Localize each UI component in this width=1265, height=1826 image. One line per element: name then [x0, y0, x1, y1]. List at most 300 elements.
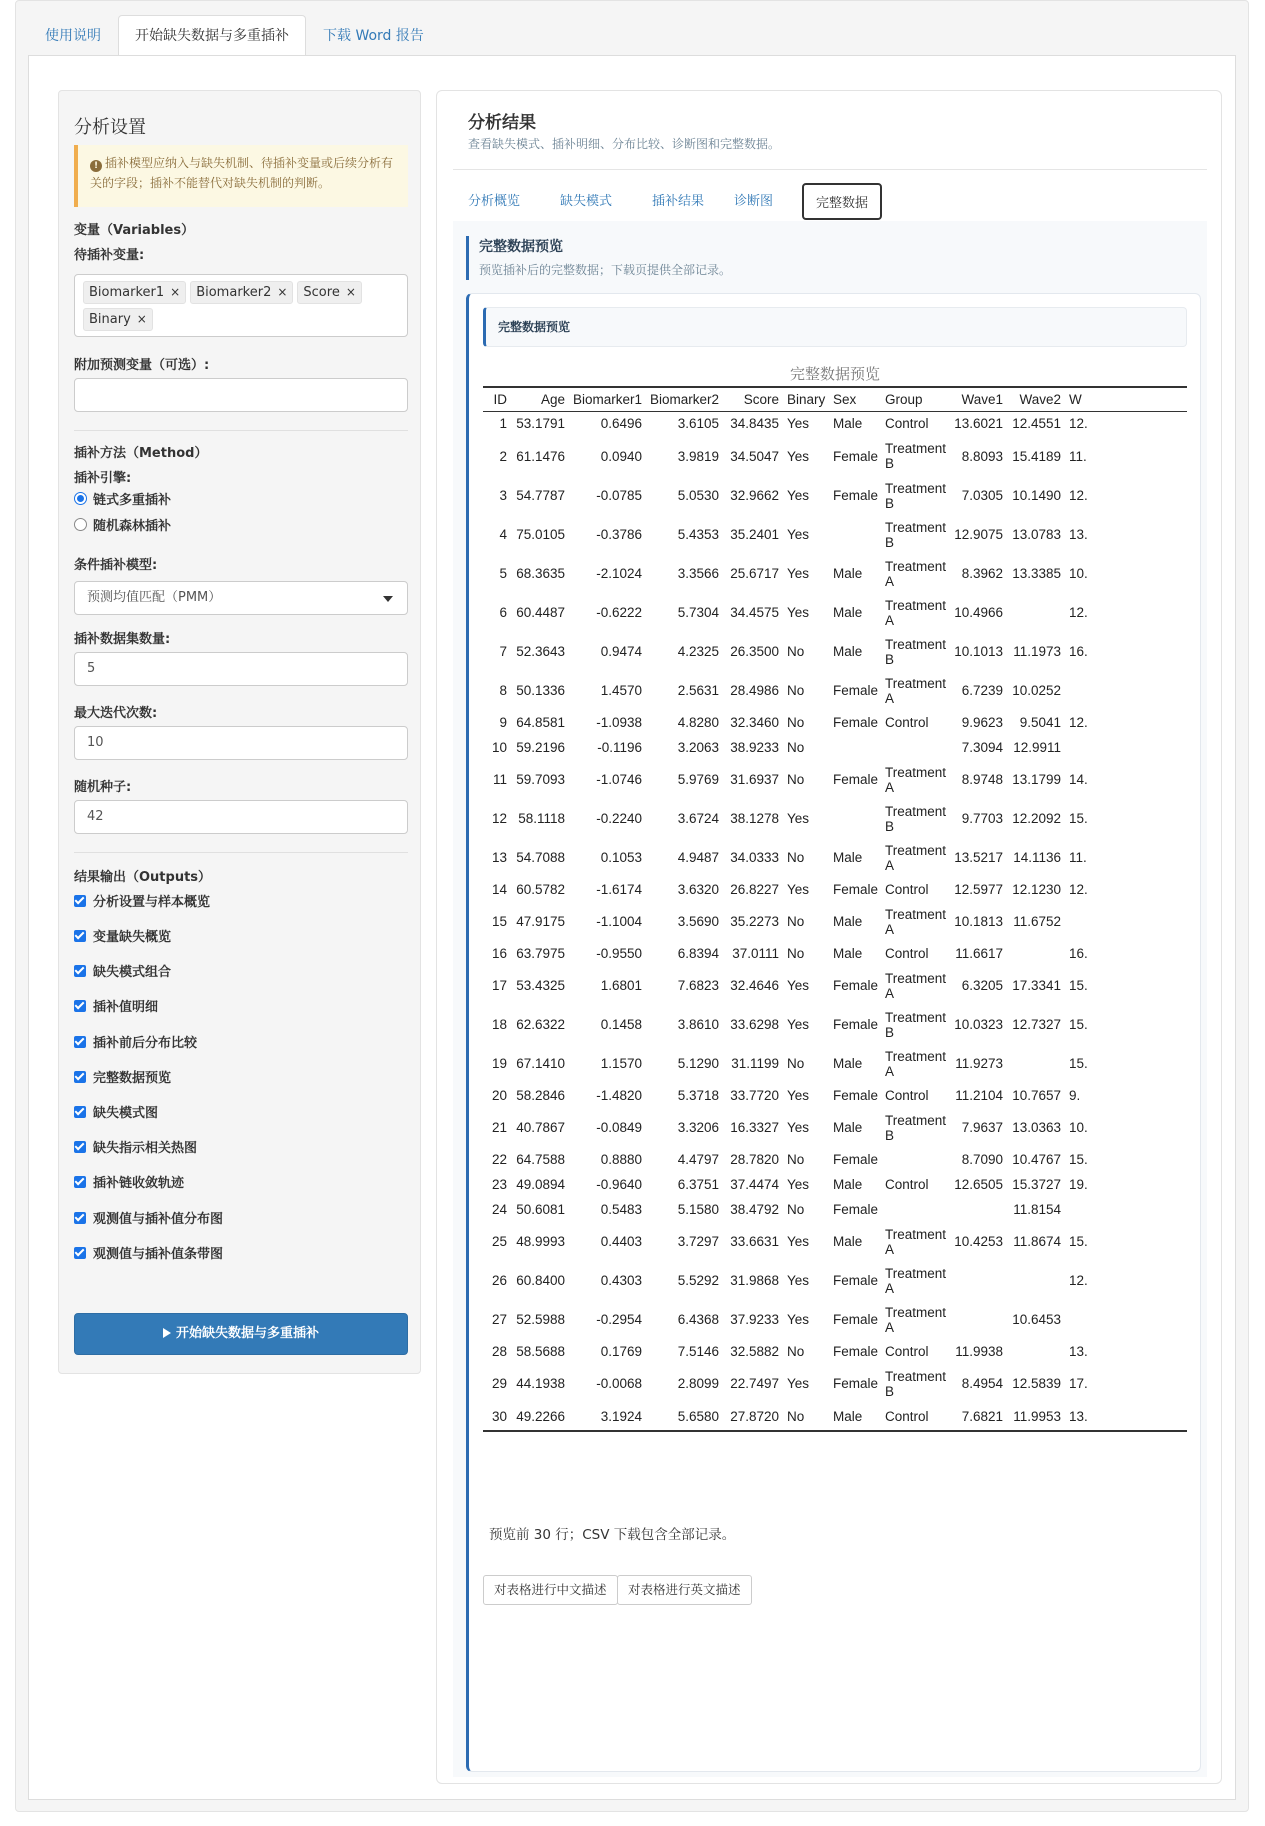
chip-score[interactable]: Score ×	[297, 281, 361, 304]
table-cell: 16.	[1069, 946, 1088, 961]
table-cell: 31.6937	[730, 772, 779, 787]
table-cell: 60.4487	[516, 605, 565, 620]
table-cell: 68.3635	[516, 566, 565, 581]
checkbox-checked-icon[interactable]	[74, 930, 86, 942]
table-row	[483, 515, 1187, 554]
table-cell: 31.9868	[730, 1273, 779, 1288]
remove-icon[interactable]: ×	[345, 285, 356, 299]
table-cell: 6.3205	[961, 978, 1003, 993]
table-row	[483, 554, 1187, 593]
table-cell: Treatment A	[885, 906, 947, 937]
table-cell: Male	[829, 1403, 881, 1431]
table-row	[483, 760, 1187, 799]
radio-selected-icon[interactable]	[74, 492, 87, 505]
table-cell: Treatment A	[885, 970, 947, 1001]
table-cell: 10.7657	[1012, 1088, 1061, 1103]
maxit-label: 最大迭代次数:	[74, 706, 158, 721]
tab-instructions[interactable]: 使用说明	[45, 28, 101, 44]
describe-english-button[interactable]: 对表格进行英文描述	[617, 1575, 752, 1605]
output-checkbox[interactable]: 插补值明细	[74, 996, 158, 1015]
table-cell: Control	[885, 715, 929, 730]
table-cell: Treatment A	[885, 1048, 947, 1079]
table-cell: 13.	[1065, 1403, 1187, 1431]
table-cell: 12.	[1069, 1273, 1088, 1288]
table-cell: 62.6322	[516, 1017, 565, 1032]
table-cell: 14	[491, 882, 507, 897]
table-cell: 3	[499, 488, 507, 503]
column-header: Score	[723, 387, 783, 411]
table-cell: 25	[491, 1234, 507, 1249]
table-cell: Male	[833, 1120, 863, 1135]
table-cell: Yes	[787, 1273, 810, 1288]
output-checkbox[interactable]: 观测值与插补值分布图	[74, 1208, 223, 1227]
table-row	[483, 1147, 1187, 1172]
table-row	[483, 1044, 1187, 1083]
table-cell: 11.	[1069, 448, 1087, 464]
table-cell: Yes	[787, 605, 810, 620]
table-cell: 47.9175	[516, 914, 565, 929]
table-cell: 11.9938	[955, 1344, 1003, 1359]
table-cell: 12.1230	[1012, 882, 1061, 897]
results-tabs	[453, 170, 1207, 221]
table-cell: No	[787, 1152, 805, 1167]
card-title: 完整数据预览	[483, 307, 1187, 347]
column-header: Binary	[783, 387, 829, 411]
table-cell: Female	[833, 1344, 879, 1359]
chip-biomarker2[interactable]: Biomarker2 ×	[190, 281, 293, 304]
table-cell: 44.1938	[516, 1376, 565, 1391]
table-cell: Yes	[787, 488, 810, 503]
output-checkbox[interactable]: 完整数据预览	[74, 1067, 171, 1086]
model-select[interactable]: 预测均值匹配（PMM）	[74, 581, 408, 615]
table-cell: 52.3643	[516, 644, 565, 659]
table-cell: 28	[491, 1344, 507, 1359]
table-cell: 11.9273	[955, 1056, 1003, 1071]
divider	[74, 852, 408, 853]
table-cell: -0.2240	[596, 811, 642, 826]
table-row	[483, 877, 1187, 902]
impute-vars-select[interactable]	[74, 274, 408, 337]
table-cell: Treatment A	[885, 1265, 947, 1296]
table-cell: 12.7327	[1012, 1017, 1061, 1032]
table-cell: No	[787, 914, 805, 929]
table-cell: 26	[491, 1273, 507, 1288]
table-cell: Female	[833, 882, 879, 897]
tab-overview[interactable]: 分析概览	[468, 194, 521, 209]
table-cell: 32.5882	[730, 1344, 779, 1359]
table-cell: Treatment B	[885, 803, 947, 834]
table-cell: 26.3500	[730, 644, 779, 659]
output-checkbox[interactable]: 变量缺失概览	[74, 926, 171, 945]
table-cell: 5.6580	[646, 1403, 723, 1431]
table-cell: 27.8720	[723, 1403, 783, 1431]
table-cell: 10.1490	[1012, 488, 1061, 503]
tab-download-report[interactable]: 下载 Word 报告	[323, 28, 424, 44]
tab-start-imputation[interactable]: 开始缺失数据与多重插补	[118, 15, 306, 56]
table-cell: 10.1813	[954, 914, 1003, 929]
table-cell: 3.8610	[677, 1017, 719, 1032]
table-cell: 28.4986	[730, 683, 779, 698]
table-cell: 3.7297	[677, 1234, 719, 1249]
table-cell: Control	[881, 1403, 949, 1431]
checkbox-checked-icon[interactable]	[74, 1176, 86, 1188]
table-cell: 35.2273	[730, 914, 779, 929]
table-cell: 10.1013	[954, 644, 1003, 659]
table-cell: Female	[833, 1152, 879, 1167]
describe-chinese-button[interactable]: 对表格进行中文描述	[483, 1575, 618, 1605]
table-cell: 18	[491, 1017, 507, 1032]
table-cell: 12.	[1069, 488, 1088, 503]
maxit-input[interactable]: 10	[74, 726, 408, 760]
table-cell: Control	[885, 416, 929, 432]
table-cell: 5.1580	[677, 1202, 719, 1217]
table-cell: 10	[491, 740, 507, 755]
output-checkbox[interactable]: 缺失模式组合	[74, 961, 171, 980]
table-row	[483, 966, 1187, 1005]
table-cell: Yes	[787, 1120, 810, 1135]
table-cell: 13.	[1069, 527, 1088, 542]
table-cell: 8.4954	[961, 1376, 1003, 1391]
table-row	[483, 902, 1187, 941]
table-cell: 5.5292	[677, 1273, 719, 1288]
table-cell: 2	[499, 448, 507, 464]
table-cell: 33.6298	[730, 1017, 779, 1032]
outputs-section-title: 结果输出（Outputs）	[74, 870, 212, 885]
table-cell	[1065, 902, 1187, 941]
remove-icon[interactable]: ×	[277, 285, 288, 299]
table-cell: 10.4253	[954, 1234, 1003, 1249]
tab-imputation-results[interactable]: 插补结果	[652, 194, 705, 209]
table-cell: 11.9953	[1007, 1403, 1065, 1431]
table-cell: Male	[833, 1177, 863, 1192]
table-cell	[949, 1300, 1007, 1339]
table-cell: 63.7975	[516, 946, 565, 961]
checkbox-checked-icon[interactable]	[74, 965, 86, 977]
table-cell: 8.9748	[961, 772, 1003, 787]
table-cell: 15.	[1069, 1017, 1088, 1032]
table-cell: 13.5217	[954, 850, 1003, 865]
table-cell: Female	[833, 488, 879, 503]
preview-card	[466, 293, 1201, 1772]
table-cell: 40.7867	[516, 1120, 565, 1135]
table-cell: Yes	[787, 527, 810, 542]
table-cell: 0.4303	[600, 1273, 642, 1288]
tab-missing-pattern[interactable]: 缺失模式	[560, 194, 613, 209]
table-cell: 5.0530	[677, 488, 719, 503]
method-section-title: 插补方法（Method）	[74, 446, 208, 461]
table-cell: Treatment B	[885, 1112, 947, 1143]
table-cell: 9.5041	[1019, 715, 1061, 730]
table-cell	[1065, 1300, 1187, 1339]
table-cell: 1.4570	[600, 683, 642, 698]
table-cell: 10.6453	[1012, 1312, 1061, 1327]
table-cell: Yes	[787, 1376, 810, 1391]
checkbox-checked-icon[interactable]	[74, 1036, 86, 1048]
table-cell: 3.3206	[677, 1120, 719, 1135]
aux-vars-label: 附加预测变量（可选）:	[74, 358, 210, 373]
chip-binary[interactable]: Binary ×	[83, 308, 153, 331]
table-cell: 0.8880	[600, 1152, 642, 1167]
table-cell: Male	[833, 946, 863, 961]
section-title: 完整数据预览	[479, 239, 563, 255]
table-cell: 0.4403	[600, 1234, 642, 1249]
section-header	[466, 236, 1196, 280]
table-body	[483, 411, 1187, 1431]
m-input[interactable]: 5	[74, 652, 408, 686]
table-cell	[1007, 1339, 1065, 1364]
table-cell: 12.	[1069, 416, 1088, 432]
table-cell: 34.8435	[730, 416, 779, 432]
table-cell: -0.9550	[596, 946, 642, 961]
table-cell: 10.0252	[1012, 683, 1061, 698]
table-row	[483, 436, 1187, 476]
table-cell: 25.6717	[730, 566, 779, 581]
table-cell: 11.6752	[1013, 914, 1061, 929]
output-checkbox[interactable]: 观测值与插补值条带图	[74, 1243, 223, 1262]
table-cell: 12.	[1069, 715, 1088, 730]
table-cell: Yes	[787, 811, 810, 826]
table-row	[483, 476, 1187, 515]
table-cell: Treatment B	[885, 636, 947, 667]
table-cell: Male	[833, 644, 863, 659]
table-cell: Control	[885, 946, 929, 961]
table-cell: -0.0849	[596, 1120, 642, 1135]
table-cell: Female	[833, 1376, 879, 1391]
table-cell: 37.4474	[730, 1177, 779, 1192]
table-cell: Female	[833, 1088, 879, 1103]
table-cell: 17.	[1069, 1376, 1088, 1391]
table-cell: 6.7239	[961, 683, 1003, 698]
table-cell: Male	[833, 566, 863, 581]
table-cell: 32.4646	[730, 978, 779, 993]
warning-box	[74, 145, 408, 207]
checkbox-checked-icon[interactable]	[74, 1212, 86, 1224]
table-cell: Male	[833, 1234, 863, 1249]
table-cell: Female	[833, 978, 879, 993]
table-cell: 5.4353	[677, 527, 719, 542]
table-cell: 10.0323	[954, 1017, 1003, 1032]
table-cell: 3.1924	[569, 1403, 646, 1431]
radio-unselected-icon[interactable]	[74, 518, 87, 531]
table-cell: 3.6320	[677, 882, 719, 897]
table-cell: 29	[491, 1376, 507, 1391]
table-cell: Yes	[787, 566, 810, 581]
table-cell: 13.1799	[1012, 772, 1061, 787]
table-cell: 13	[491, 850, 507, 865]
table-cell: 27	[491, 1312, 507, 1327]
table-cell: 6	[499, 605, 507, 620]
table-cell	[829, 799, 881, 838]
table-header-row	[483, 387, 1187, 411]
table-cell: 58.2846	[516, 1088, 565, 1103]
aux-vars-input[interactable]	[74, 378, 408, 412]
table-row	[483, 671, 1187, 710]
table-cell	[1065, 1197, 1187, 1222]
table-cell: 5.1290	[677, 1056, 719, 1071]
table-cell: 58.5688	[516, 1344, 565, 1359]
seed-input[interactable]: 42	[74, 800, 408, 834]
radio-random-forest[interactable]: 随机森林插补	[74, 515, 171, 534]
table-cell: No	[787, 1344, 805, 1359]
table-row	[483, 838, 1187, 877]
table-cell: Control	[885, 882, 929, 897]
table-cell: 4.8280	[677, 715, 719, 730]
column-header: Biomarker1	[569, 387, 646, 411]
table-cell: -1.0938	[596, 715, 642, 730]
table-cell	[1007, 1261, 1065, 1300]
remove-icon[interactable]: ×	[136, 312, 147, 326]
table-cell: Female	[833, 715, 879, 730]
table-cell: 34.0333	[730, 850, 779, 865]
table-cell: 4.4797	[677, 1152, 719, 1167]
table-cell: 48.9993	[516, 1234, 565, 1249]
table-cell: 12.4551	[1012, 416, 1061, 432]
table-cell: 15.	[1069, 811, 1088, 826]
table-cell: 64.8581	[516, 715, 565, 730]
table-cell: 13.0783	[1012, 527, 1061, 542]
table-cell: Yes	[787, 1234, 810, 1249]
table-cell: 12.	[1069, 882, 1088, 897]
table-cell: 6.3751	[677, 1177, 719, 1192]
table-row	[483, 593, 1187, 632]
table-row	[483, 710, 1187, 735]
column-header: W	[1065, 387, 1187, 411]
table-cell: 3.2063	[677, 740, 719, 755]
output-checkbox[interactable]: 分析设置与样本概览	[74, 891, 210, 910]
radio-mice[interactable]: 链式多重插补	[74, 489, 171, 508]
output-checkbox[interactable]: 缺失指示相关热图	[74, 1137, 197, 1156]
table-cell: 11	[492, 772, 507, 787]
table-cell: 32.3460	[730, 715, 779, 730]
table-cell: 12.5977	[954, 882, 1003, 897]
chip-biomarker1[interactable]: Biomarker1 ×	[83, 281, 186, 304]
table-cell: 15.	[1069, 1234, 1088, 1249]
table-cell: 15.3727	[1012, 1177, 1061, 1192]
table-cell: 3.6105	[677, 416, 719, 432]
checkbox-checked-icon[interactable]	[74, 1000, 86, 1012]
table-cell: Control	[885, 1344, 929, 1359]
table-cell: 0.1769	[600, 1344, 642, 1359]
table-cell: Treatment B	[885, 480, 947, 511]
checkbox-checked-icon[interactable]	[74, 1071, 86, 1083]
table-cell: 11.8674	[1013, 1234, 1061, 1249]
table-cell: 2.5631	[677, 683, 719, 698]
table-cell: Female	[833, 1312, 879, 1327]
run-imputation-button[interactable]: 开始缺失数据与多重插补	[74, 1313, 408, 1355]
table-cell: 12.9075	[954, 527, 1003, 542]
tab-complete-data[interactable]: 完整数据	[802, 183, 882, 220]
table-cell: 13.0363	[1012, 1120, 1061, 1135]
table-row	[483, 1403, 1187, 1431]
table-row	[483, 941, 1187, 966]
table-cell: 34.5047	[730, 448, 779, 464]
remove-icon[interactable]: ×	[170, 285, 181, 299]
table-cell: 7.3094	[961, 740, 1003, 755]
table-cell: 9.	[1069, 1088, 1081, 1103]
table-cell: 54.7787	[516, 488, 565, 503]
table-cell: 3.5690	[677, 914, 719, 929]
checkbox-checked-icon[interactable]	[74, 1106, 86, 1118]
results-title: 分析结果	[468, 113, 536, 133]
table-cell: Treatment A	[885, 764, 947, 795]
output-checkbox[interactable]: 插补前后分布比较	[74, 1032, 197, 1051]
table-cell: 60.5782	[516, 882, 565, 897]
table-cell: -0.1196	[597, 740, 642, 755]
output-checkbox[interactable]: 插补链收敛轨迹	[74, 1172, 184, 1191]
table-cell: 53.1791	[516, 416, 565, 432]
table-cell: 14.	[1069, 772, 1088, 787]
table-cell: 24	[491, 1202, 507, 1217]
table-row	[483, 1108, 1187, 1147]
table-cell: Yes	[787, 1017, 810, 1032]
table-row	[483, 1222, 1187, 1261]
checkbox-checked-icon[interactable]	[74, 1247, 86, 1259]
table-cell	[829, 515, 881, 554]
table-cell: Male	[833, 914, 863, 929]
table-cell: 75.0105	[516, 527, 565, 542]
table-cell: 34.4575	[730, 605, 779, 620]
top-tabs	[28, 15, 441, 56]
table-cell: 33.6631	[730, 1234, 779, 1249]
table-cell: 59.2196	[516, 740, 565, 755]
table-cell: 0.9474	[600, 644, 642, 659]
settings-sidebar	[58, 90, 421, 1374]
table-row	[483, 1197, 1187, 1222]
table-cell: 15.	[1069, 978, 1088, 993]
table-cell: 7.0305	[961, 488, 1003, 503]
table-scroll-container[interactable]	[483, 386, 1187, 1586]
table-cell: 8.8093	[961, 448, 1003, 464]
table-row	[483, 735, 1187, 760]
checkbox-checked-icon[interactable]	[74, 1141, 86, 1153]
table-cell: 50.6081	[516, 1202, 565, 1217]
column-header: Age	[511, 387, 569, 411]
column-header: Biomarker2	[646, 387, 723, 411]
table-cell	[1065, 735, 1187, 760]
table-cell: 38.4792	[730, 1202, 779, 1217]
table-cell: 49.0894	[516, 1177, 565, 1192]
table-cell: 1.1570	[600, 1056, 642, 1071]
table-cell: 17	[491, 978, 507, 993]
table-cell: -0.3786	[596, 527, 642, 542]
table-cell: 0.5483	[600, 1202, 642, 1217]
results-subtitle: 查看缺失模式、插补明细、分布比较、诊断图和完整数据。	[468, 137, 781, 151]
table-caption: 完整数据预览	[789, 365, 880, 383]
table-cell: Yes	[787, 448, 810, 464]
table-cell	[949, 1261, 1007, 1300]
table-cell: 67.1410	[516, 1056, 565, 1071]
table-cell: Treatment B	[885, 1368, 947, 1399]
table-cell: 11.6617	[955, 946, 1003, 961]
table-cell: Female	[833, 1017, 879, 1032]
table-cell: Male	[833, 1056, 863, 1071]
table-cell: 2.8099	[677, 1376, 719, 1391]
table-cell: 4.2325	[677, 644, 719, 659]
warning-text: 插补模型应纳入与缺失机制、待插补变量或后续分析有关的字段；插补不能替代对缺失机制的判断。	[90, 156, 394, 190]
table-cell: Control	[885, 1088, 929, 1103]
table-row	[483, 1300, 1187, 1339]
table-cell: 4.9487	[677, 850, 719, 865]
table-cell: 11.8154	[1013, 1202, 1061, 1217]
table-cell	[829, 735, 881, 760]
checkbox-checked-icon[interactable]	[74, 895, 86, 907]
tab-diagnostics[interactable]: 诊断图	[734, 194, 774, 209]
table-cell: 19	[491, 1056, 507, 1071]
table-cell: 13.6021	[954, 416, 1003, 432]
table-cell: 9.9623	[961, 715, 1003, 730]
table-cell: 9.7703	[961, 811, 1003, 826]
output-checkbox[interactable]: 缺失模式图	[74, 1102, 158, 1121]
